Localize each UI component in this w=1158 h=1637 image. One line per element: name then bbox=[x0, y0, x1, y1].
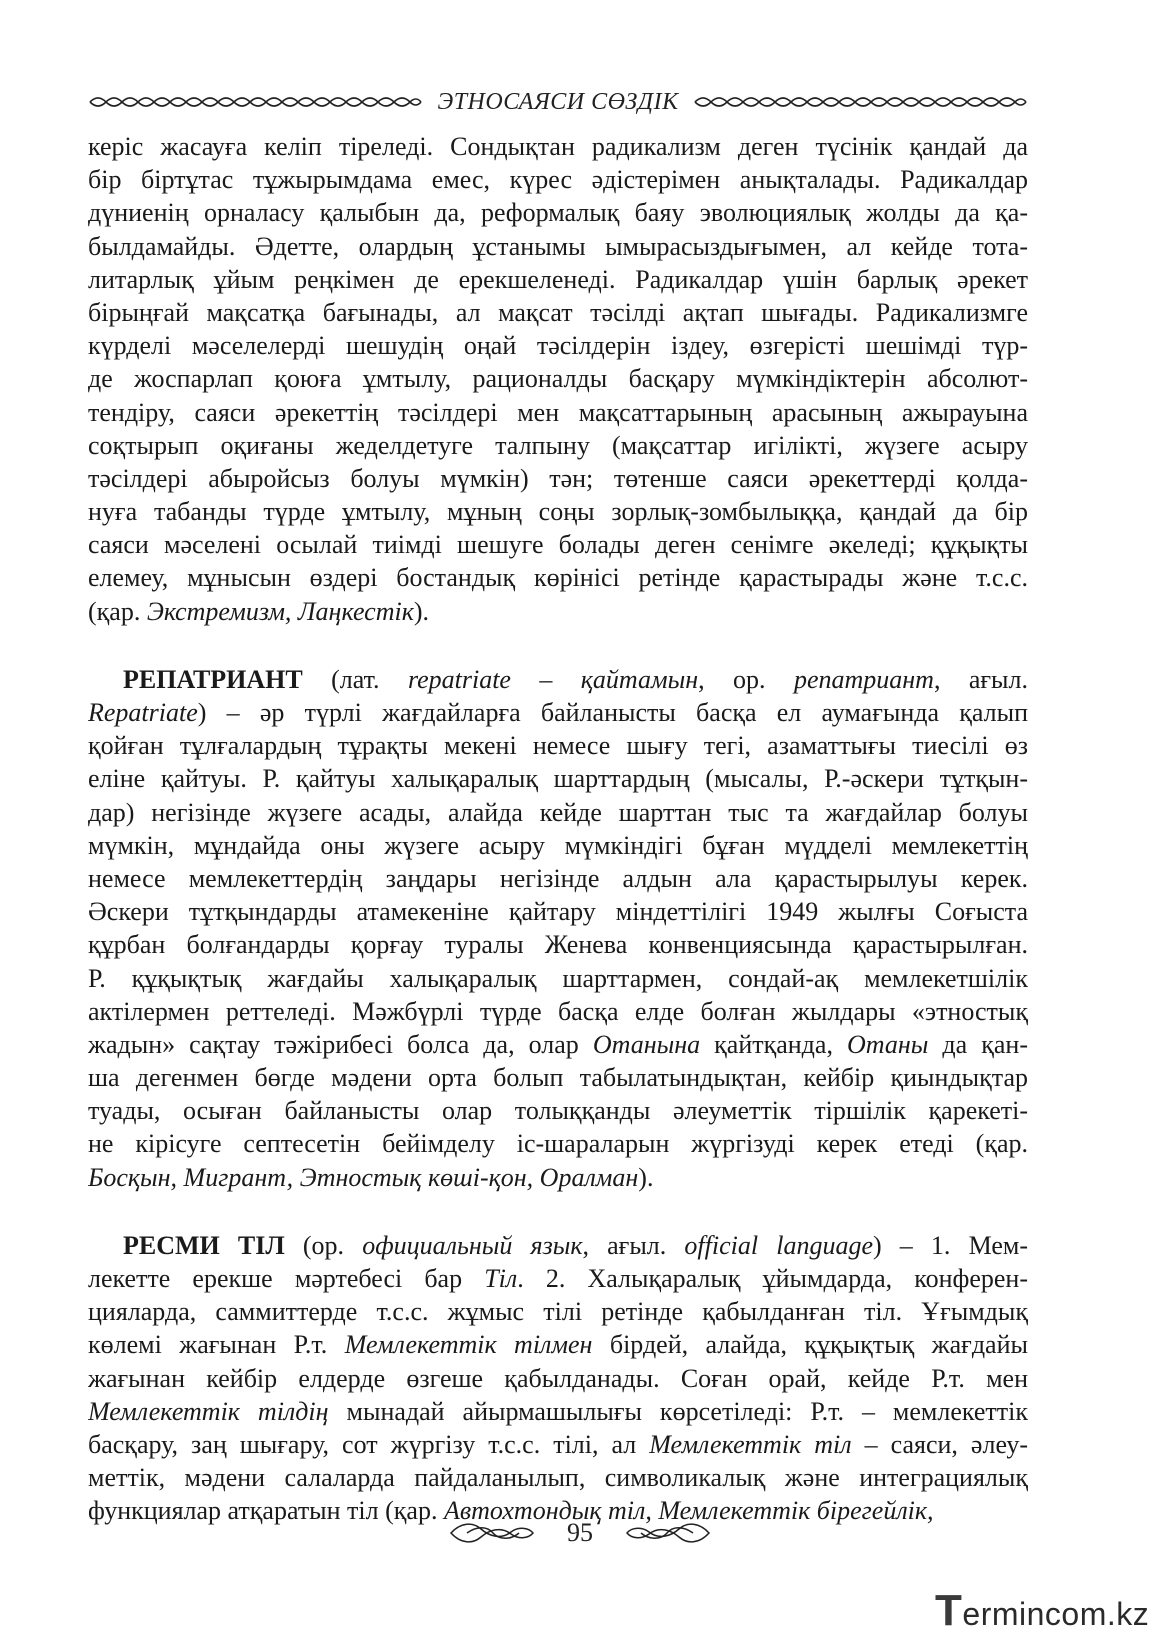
page-footer bbox=[400, 1513, 760, 1553]
text-run: немесе мемлекеттердің заңдары негізінде алдын ала қарастырылуы керек. bbox=[88, 863, 1028, 893]
watermark-rest: ermincom.kz bbox=[962, 1596, 1150, 1632]
text-run: көлемі жағынан Р.т. bbox=[88, 1330, 345, 1360]
text-run: (лат. bbox=[302, 664, 408, 694]
text-line bbox=[88, 429, 1028, 462]
text-run: ). bbox=[413, 596, 430, 626]
fleuron-right-icon bbox=[623, 1520, 713, 1546]
text-run: бірыңғай мақсатқа бағынады, ал мақсат тәсілді ақтап шығады. Радикализмге bbox=[88, 297, 1028, 327]
text-line bbox=[88, 1028, 1028, 1061]
text-run: (қар. bbox=[88, 596, 147, 626]
text-run: , ағыл. bbox=[933, 664, 1028, 694]
text-run: керіс жасауға келіп тіреледі. Сондықтан радикализм деген түсінік қандай да bbox=[88, 132, 1028, 161]
text-line bbox=[88, 462, 1028, 495]
text-line bbox=[88, 296, 1028, 329]
text-run: мынадай айырмашылығы көрсетіледі: Р.т. – мемлекеттік bbox=[328, 1396, 1028, 1426]
running-head-title: ЭТНОСАЯСИ СӨЗДІК bbox=[437, 88, 679, 115]
text-run: не кірісуге септесетін бейімделу іс-шараларын жүргізуді керек етеді (қар. bbox=[88, 1129, 1028, 1159]
text-line bbox=[88, 1061, 1028, 1094]
text-run: соқтырып оқиғаны жеделдетуге талпыну (мақсаттар игілікті, жүзеге асыру bbox=[88, 430, 1028, 460]
text-line bbox=[88, 362, 1028, 395]
italic-term: Отанына bbox=[592, 1029, 701, 1059]
text-run: – саяси, әлеу- bbox=[851, 1429, 1028, 1459]
running-head bbox=[88, 84, 1028, 120]
text-run: басқару, заң шығару, сот жүргізу т.с.с. тілі, ал bbox=[88, 1429, 650, 1459]
text-line bbox=[88, 729, 1028, 762]
text-line bbox=[88, 1229, 1028, 1262]
text-line bbox=[88, 1395, 1028, 1428]
text-run: нуға табанды түрде ұмтылу, мұның соңы зорлық-зомбылыққа, қандай да бір bbox=[88, 497, 1028, 527]
text-line bbox=[88, 230, 1028, 263]
text-run: дар) негізінде жүзеге асады, алайда кейде шарттан тыс та жағдайлар болуы bbox=[88, 797, 1028, 827]
text-line bbox=[88, 495, 1028, 528]
text-line bbox=[88, 130, 1028, 163]
text-run: қайтқанда, bbox=[700, 1029, 847, 1059]
text-line bbox=[88, 1362, 1028, 1395]
text-line bbox=[88, 1328, 1028, 1361]
page-number: 95 bbox=[567, 1518, 593, 1547]
text-run: саяси мәселені осылай тиімді шешуге болады деген сенімге әкеледі; құқықты bbox=[88, 530, 1028, 560]
italic-term: Экстремизм, Лаңкестік bbox=[146, 596, 414, 626]
italic-term: Мемлекеттік тілдің bbox=[88, 1396, 329, 1426]
text-line bbox=[88, 796, 1028, 829]
watermark-logo bbox=[935, 1586, 1149, 1636]
text-run: литарлық ұйым реңкімен де ерекшеленеді. Радикалдар үшін барлық әрекет bbox=[88, 264, 1028, 294]
text-run: тәсілдері абыройсыз болуы мүмкін) тән; төтенше саяси әрекеттерді қолда- bbox=[88, 463, 1028, 493]
text-line bbox=[88, 1094, 1028, 1127]
text-run: былдамайды. Әдетте, олардың ұстанымы ымырасыздығымен, ал кейде тота- bbox=[88, 231, 1028, 261]
text-line bbox=[88, 1428, 1028, 1461]
text-run: ) – әр түрлі жағдайларға байланысты басқа ел аумағында қалып bbox=[197, 698, 1028, 727]
text-run: , ор. bbox=[698, 664, 794, 694]
text-run: цияларда, саммиттерде т.с.с. жұмыс тілі ретінде қабылданған тіл. Ұғымдық bbox=[88, 1297, 1028, 1327]
text-line bbox=[88, 995, 1028, 1028]
fleuron-left-icon bbox=[447, 1520, 537, 1546]
dictionary-body bbox=[88, 130, 1028, 1528]
italic-term: repatriate – қайтамын bbox=[407, 664, 699, 694]
text-run: ). bbox=[638, 1162, 654, 1192]
text-run: функциялар атқаратын тіл (қар. bbox=[88, 1496, 444, 1526]
text-line bbox=[88, 396, 1028, 429]
text-run: құрбан болғандарды қорғау туралы Женева конвенциясында қарастырылған. bbox=[88, 930, 1028, 960]
text-run: де жоспарлап қоюға ұмтылу, рационалды басқару мүмкіндіктерін абсолют- bbox=[88, 364, 1028, 394]
text-line bbox=[88, 696, 1028, 729]
text-line bbox=[88, 663, 1028, 696]
text-run: тендіру, саяси әрекеттің тәсілдері мен мақсаттарының арасының ажырауына bbox=[88, 397, 1028, 427]
text-run: Р. құқықтық жағдайы халықаралық шарттармен, сондай-ақ мемлекетшілік bbox=[88, 963, 1028, 993]
text-line bbox=[88, 928, 1028, 961]
text-line bbox=[88, 1295, 1028, 1328]
text-line bbox=[88, 528, 1028, 561]
text-run: қойған тұлғалардың тұрақты мекені немесе шығу тегі, азаматтығы тиесілі өз bbox=[88, 731, 1028, 761]
text-run: еліне қайтуы. Р. қайтуы халықаралық шарттардың (мысалы, Р.-әскери тұтқын- bbox=[88, 764, 1028, 794]
ornament-right-icon bbox=[693, 92, 1028, 112]
text-line bbox=[88, 595, 1028, 628]
text-line bbox=[88, 829, 1028, 862]
entry-headword: РЕПАТРИАНТ bbox=[123, 664, 303, 694]
text-run: (ор. bbox=[284, 1230, 363, 1260]
text-line bbox=[88, 163, 1028, 196]
text-line bbox=[88, 196, 1028, 229]
text-line bbox=[88, 762, 1028, 795]
text-run: жадын» сақтау тәжірибесі болса да, олар bbox=[88, 1029, 593, 1059]
text-run: елемеу, мұнысын өздері бостандық көрінісі ретінде қарастырады және т.с.с. bbox=[88, 563, 1028, 593]
text-line bbox=[88, 1161, 1028, 1194]
ornament-left-icon bbox=[88, 92, 423, 112]
text-line bbox=[88, 561, 1028, 594]
paragraph-gap bbox=[88, 628, 1028, 663]
text-run: бірдей, алайда, құқықтық жағдайы bbox=[592, 1330, 1028, 1360]
text-run: актілермен реттеледі. Мәжбүрлі түрде басқа елде болған жылдары «этностық bbox=[88, 996, 1028, 1026]
italic-term: Автохтондық тіл, Мемлекеттік бірегейлік, bbox=[443, 1496, 934, 1526]
text-run: дүниенің орналасу қалыбын да, реформалық баяу эволюциялық жолды да қа- bbox=[88, 198, 1028, 228]
italic-term: Отаны bbox=[847, 1029, 929, 1059]
text-run: . 2. Халықаралық ұйымдарда, конферен- bbox=[517, 1264, 1028, 1293]
text-run: , ағыл. bbox=[582, 1230, 685, 1260]
text-run: ) – 1. Мем- bbox=[872, 1230, 1028, 1260]
italic-term: Repatriate bbox=[88, 698, 198, 727]
text-line bbox=[88, 895, 1028, 928]
text-run: ша дегенмен бөгде мәдени орта болып табылатындықтан, кейбір қиындықтар bbox=[88, 1063, 1028, 1093]
text-line bbox=[88, 962, 1028, 995]
text-line bbox=[88, 263, 1028, 296]
text-run: Әскери тұтқындарды атамекеніне қайтару міндеттілігі 1949 жылғы Соғыста bbox=[88, 897, 1028, 927]
italic-term: Мемлекеттік тіл bbox=[649, 1429, 852, 1459]
text-run: бір біртұтас тұжырымдама емес, күрес әдістерімен анықталады. Радикалдар bbox=[88, 165, 1028, 195]
text-line bbox=[88, 1262, 1028, 1295]
text-run: да қан- bbox=[928, 1029, 1028, 1059]
watermark-initial: T bbox=[935, 1586, 963, 1635]
text-run: мүмкін, мұндайда оны жүзеге асыру мүмкіндігі бұған мүдделі мемлекеттің bbox=[88, 830, 1028, 860]
text-run: лекетте ерекше мәртебесі бар bbox=[88, 1264, 485, 1293]
italic-term: репатриант bbox=[793, 664, 934, 694]
italic-term: официальный язык bbox=[362, 1230, 583, 1260]
text-run: туады, осыған байланысты олар толыққанды әлеуметтік тіршілік қарекеті- bbox=[88, 1096, 1028, 1126]
italic-term: Босқын, Мигрант, Этностық көші-қон, Оралман bbox=[88, 1162, 639, 1192]
text-run: күрделі мәселелерді шешудің оңай тәсілдерін іздеу, өзгерісті шешімді түр- bbox=[88, 331, 1028, 361]
text-line bbox=[88, 1461, 1028, 1494]
text-line bbox=[88, 329, 1028, 362]
italic-term: Тіл bbox=[484, 1264, 518, 1293]
text-run: жағынан кейбір елдерде өзгеше қабылданады. Соған орай, кейде Р.т. мен bbox=[88, 1363, 1028, 1393]
paragraph-gap bbox=[88, 1194, 1028, 1229]
text-line bbox=[88, 1127, 1028, 1160]
text-line bbox=[88, 862, 1028, 895]
entry-headword: РЕСМИ ТІЛ bbox=[123, 1230, 285, 1260]
italic-term: official language bbox=[684, 1230, 873, 1260]
text-run: меттік, мәдени салаларда пайдаланылып, символикалық және интеграциялық bbox=[88, 1463, 1028, 1493]
italic-term: Мемлекеттік тілмен bbox=[344, 1330, 593, 1360]
